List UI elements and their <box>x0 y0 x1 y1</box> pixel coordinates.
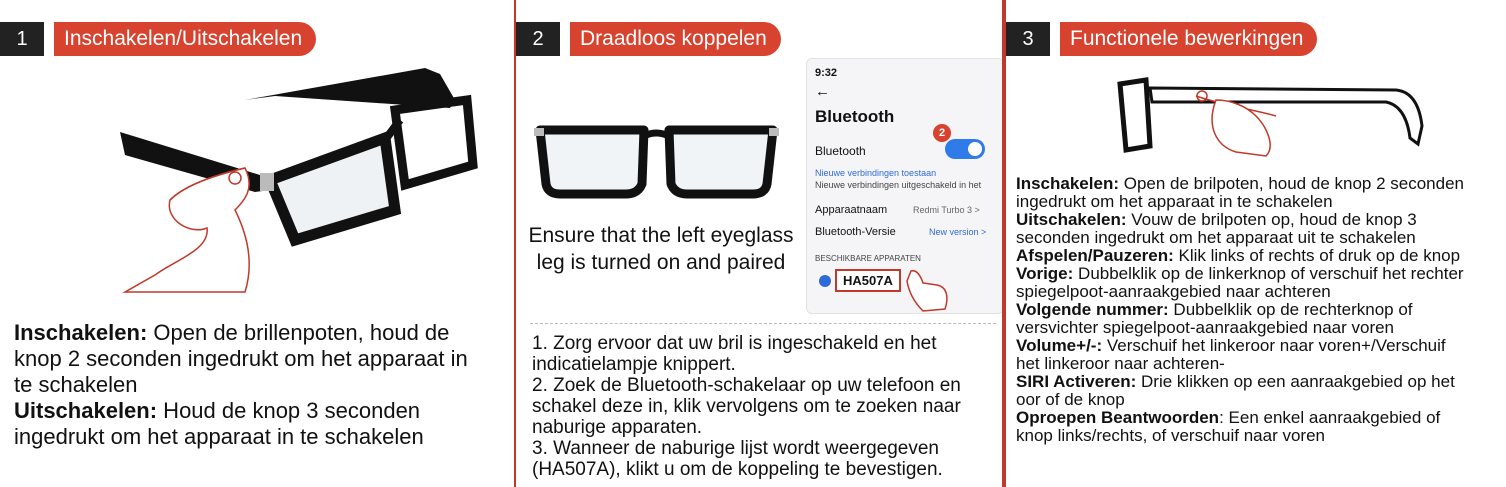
function-label: Vorige: <box>1016 264 1074 283</box>
function-text: het linkeroor naar achteren- <box>1016 354 1225 373</box>
pairing-caption <box>526 222 796 276</box>
step-line: schakel deze in, klik vervolgens om te zoeken naar <box>532 396 961 417</box>
function-text: ingedrukt om het apparaat in te schakelen <box>1016 192 1333 211</box>
separator-line <box>530 323 996 324</box>
toggle-knob <box>968 142 982 156</box>
function-text: Dubbelklik op de linkerknop of verschuif het rechter <box>1073 264 1464 283</box>
phone-bluetooth-screen <box>806 58 1004 314</box>
function-label: Volume+/-: <box>1016 336 1103 355</box>
panel-title: Functionele bewerkingen <box>1060 22 1317 56</box>
bluetooth-version-value[interactable]: New version > <box>929 227 987 237</box>
panel-header <box>1006 22 1317 56</box>
caption-line: leg is turned on and paired <box>536 251 786 274</box>
function-text: knop links/rechts, of verschuif naar voren <box>1016 426 1325 445</box>
function-text: Verschuif het linkeroor naar voren+/Verschuif <box>1102 336 1446 355</box>
bluetooth-device-icon <box>819 275 831 287</box>
function-text: Vouw de brilpoten op, houd de knop 3 <box>1126 210 1417 229</box>
function-instructions <box>1016 175 1464 445</box>
function-label: Afspelen/Pauzeren: <box>1016 246 1174 265</box>
panel-header <box>516 22 781 56</box>
step-line: indicatielampje knippert. <box>532 354 736 375</box>
function-text: oor of de knop <box>1016 390 1125 409</box>
step-line: 3. Wanneer de naburige lijst wordt weergegeven <box>532 438 939 459</box>
step-badge: 2 <box>933 124 951 142</box>
step-number: 2 <box>516 22 560 56</box>
step-line: naburige apparaten. <box>532 417 703 438</box>
function-text: Klik links of rechts of druk op de knop <box>1173 246 1461 265</box>
panel-pairing <box>514 0 1004 487</box>
caption-line: Ensure that the left eyeglass <box>528 224 794 247</box>
back-arrow-icon[interactable]: ← <box>815 83 830 100</box>
power-on-text: te schakelen <box>14 372 138 397</box>
function-label: SIRI Activeren: <box>1016 372 1137 391</box>
function-text: seconden ingedrukt om het apparaat uit te schakelen <box>1016 228 1416 247</box>
step-number: 1 <box>0 22 44 56</box>
available-devices-header: BESCHIKBARE APPARATEN <box>815 254 921 263</box>
panel-header <box>0 22 316 56</box>
power-instructions <box>14 320 468 450</box>
panel-power <box>0 0 510 487</box>
step-line: 2. Zoek de Bluetooth-schakelaar op uw telefoon en <box>532 375 961 396</box>
function-label: Oproepen Beantwoorden <box>1016 408 1220 427</box>
tapping-finger-icon <box>903 267 953 313</box>
new-connections-link[interactable]: Nieuwe verbindingen toestaan <box>815 168 937 178</box>
device-name-label[interactable]: Apparaatnaam <box>815 204 888 216</box>
new-connections-subtext: Nieuwe verbindingen uitgeschakeld in het <box>815 180 982 190</box>
step-line: (HA507A), klikt u om de koppeling te bevestigen. <box>532 459 943 480</box>
function-text: Dubbelklik op de rechterknop of <box>1168 300 1413 319</box>
function-text: : Een enkel aanraakgebied of <box>1219 408 1441 427</box>
glasses-front-illustration <box>534 122 779 202</box>
function-text: spiegelpoot-aanraakgebied naar achteren <box>1016 282 1331 301</box>
function-label: Volgende nummer: <box>1016 300 1169 319</box>
bluetooth-toggle[interactable] <box>945 139 985 159</box>
power-off-label: Uitschakelen: <box>14 398 158 423</box>
power-on-text: knop 2 seconden ingedrukt om het apparaat in <box>14 346 468 371</box>
pairing-steps <box>532 333 992 480</box>
power-on-text: Open de brillenpoten, houd de <box>147 320 450 345</box>
function-text: Open de brilpoten, houd de knop 2 seconden <box>1119 174 1464 193</box>
device-entry-ha507a[interactable]: HA507A <box>835 269 901 292</box>
function-text: versvichter spiegelpoot-aanraakgebied naar voren <box>1016 318 1395 337</box>
phone-heading: Bluetooth <box>815 107 895 126</box>
panel-functions <box>1004 0 1506 487</box>
bluetooth-label: Bluetooth <box>815 144 866 158</box>
power-off-text: ingedrukt om het apparaat in te schakelen <box>14 424 424 449</box>
panel-title: Draadloos koppelen <box>570 22 781 56</box>
device-name-value[interactable]: Redmi Turbo 3 > <box>913 205 980 215</box>
function-label: Inschakelen: <box>1016 174 1119 193</box>
function-label: Uitschakelen: <box>1016 210 1127 229</box>
step-line: 1. Zorg ervoor dat uw bril is ingeschakeld en het <box>532 333 937 354</box>
power-on-label: Inschakelen: <box>14 320 148 345</box>
phone-time: 9:32 <box>815 67 838 79</box>
temple-touch-illustration <box>1106 66 1436 176</box>
step-number: 3 <box>1006 22 1050 56</box>
glasses-with-hand-illustration <box>95 60 495 300</box>
power-off-text: Houd de knop 3 seconden <box>157 398 421 423</box>
function-text: Drie klikken op een aanraakgebied op het <box>1136 372 1455 391</box>
bluetooth-version-label[interactable]: Bluetooth-Versie <box>815 226 896 238</box>
panel-title: Inschakelen/Uitschakelen <box>54 22 316 56</box>
